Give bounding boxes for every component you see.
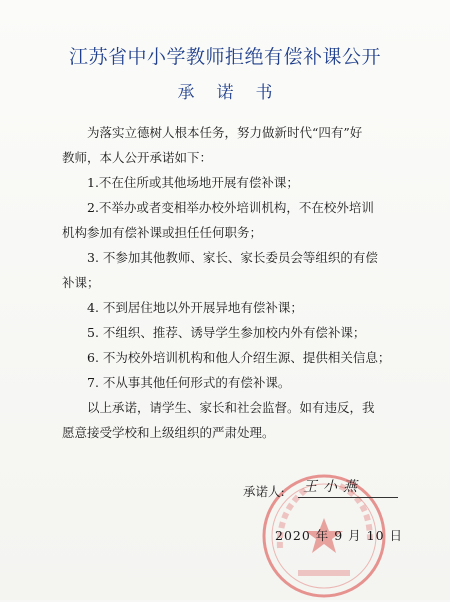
signer-label: 承诺人: (243, 484, 285, 499)
item-5: 5. 不组织、推荐、诱导学生参加校内外有偿补课； (87, 325, 366, 340)
item-7: 7. 不从事其他任何形式的有偿补课。 (87, 375, 291, 390)
item-2-line2: 机构参加有偿补课或担任任何职务； (62, 225, 263, 240)
document-title-line2: 承诺书 (177, 83, 295, 103)
closing-line1: 以上承诺，请学生、家长和社会监督。如有违反，我 (87, 400, 375, 415)
item-3-line1: 3. 不参加其他教师、家长、家长委员会等组织的有偿 (87, 250, 378, 265)
document-body (62, 120, 410, 445)
item-1: 1.不在住所或其他场地开展有偿补课； (87, 175, 299, 190)
signature-underline (298, 497, 398, 498)
item-2-line1: 2.不举办或者变相举办校外培训机构，不在校外培训 (87, 200, 374, 215)
intro-line2: 教师，本人公开承诺如下： (62, 150, 213, 165)
document-title-line1: 江苏省中小学教师拒绝有偿补课公开 (68, 46, 381, 68)
document-date: 2020 年 9 月 10 日 (275, 528, 404, 543)
signer-signature: 王小燕 (303, 479, 363, 495)
closing-line2: 愿意接受学校和上级组织的严肃处理。 (62, 425, 275, 440)
item-4: 4. 不到居住地以外开展异地有偿补课； (87, 300, 303, 315)
intro-line1: 为落实立德树人根本任务，努力做新时代“四有”好 (87, 125, 363, 140)
item-3-line2: 补课； (62, 275, 100, 290)
item-6: 6. 不为校外培训机构和他人介绍生源、提供相关信息； (87, 350, 391, 365)
